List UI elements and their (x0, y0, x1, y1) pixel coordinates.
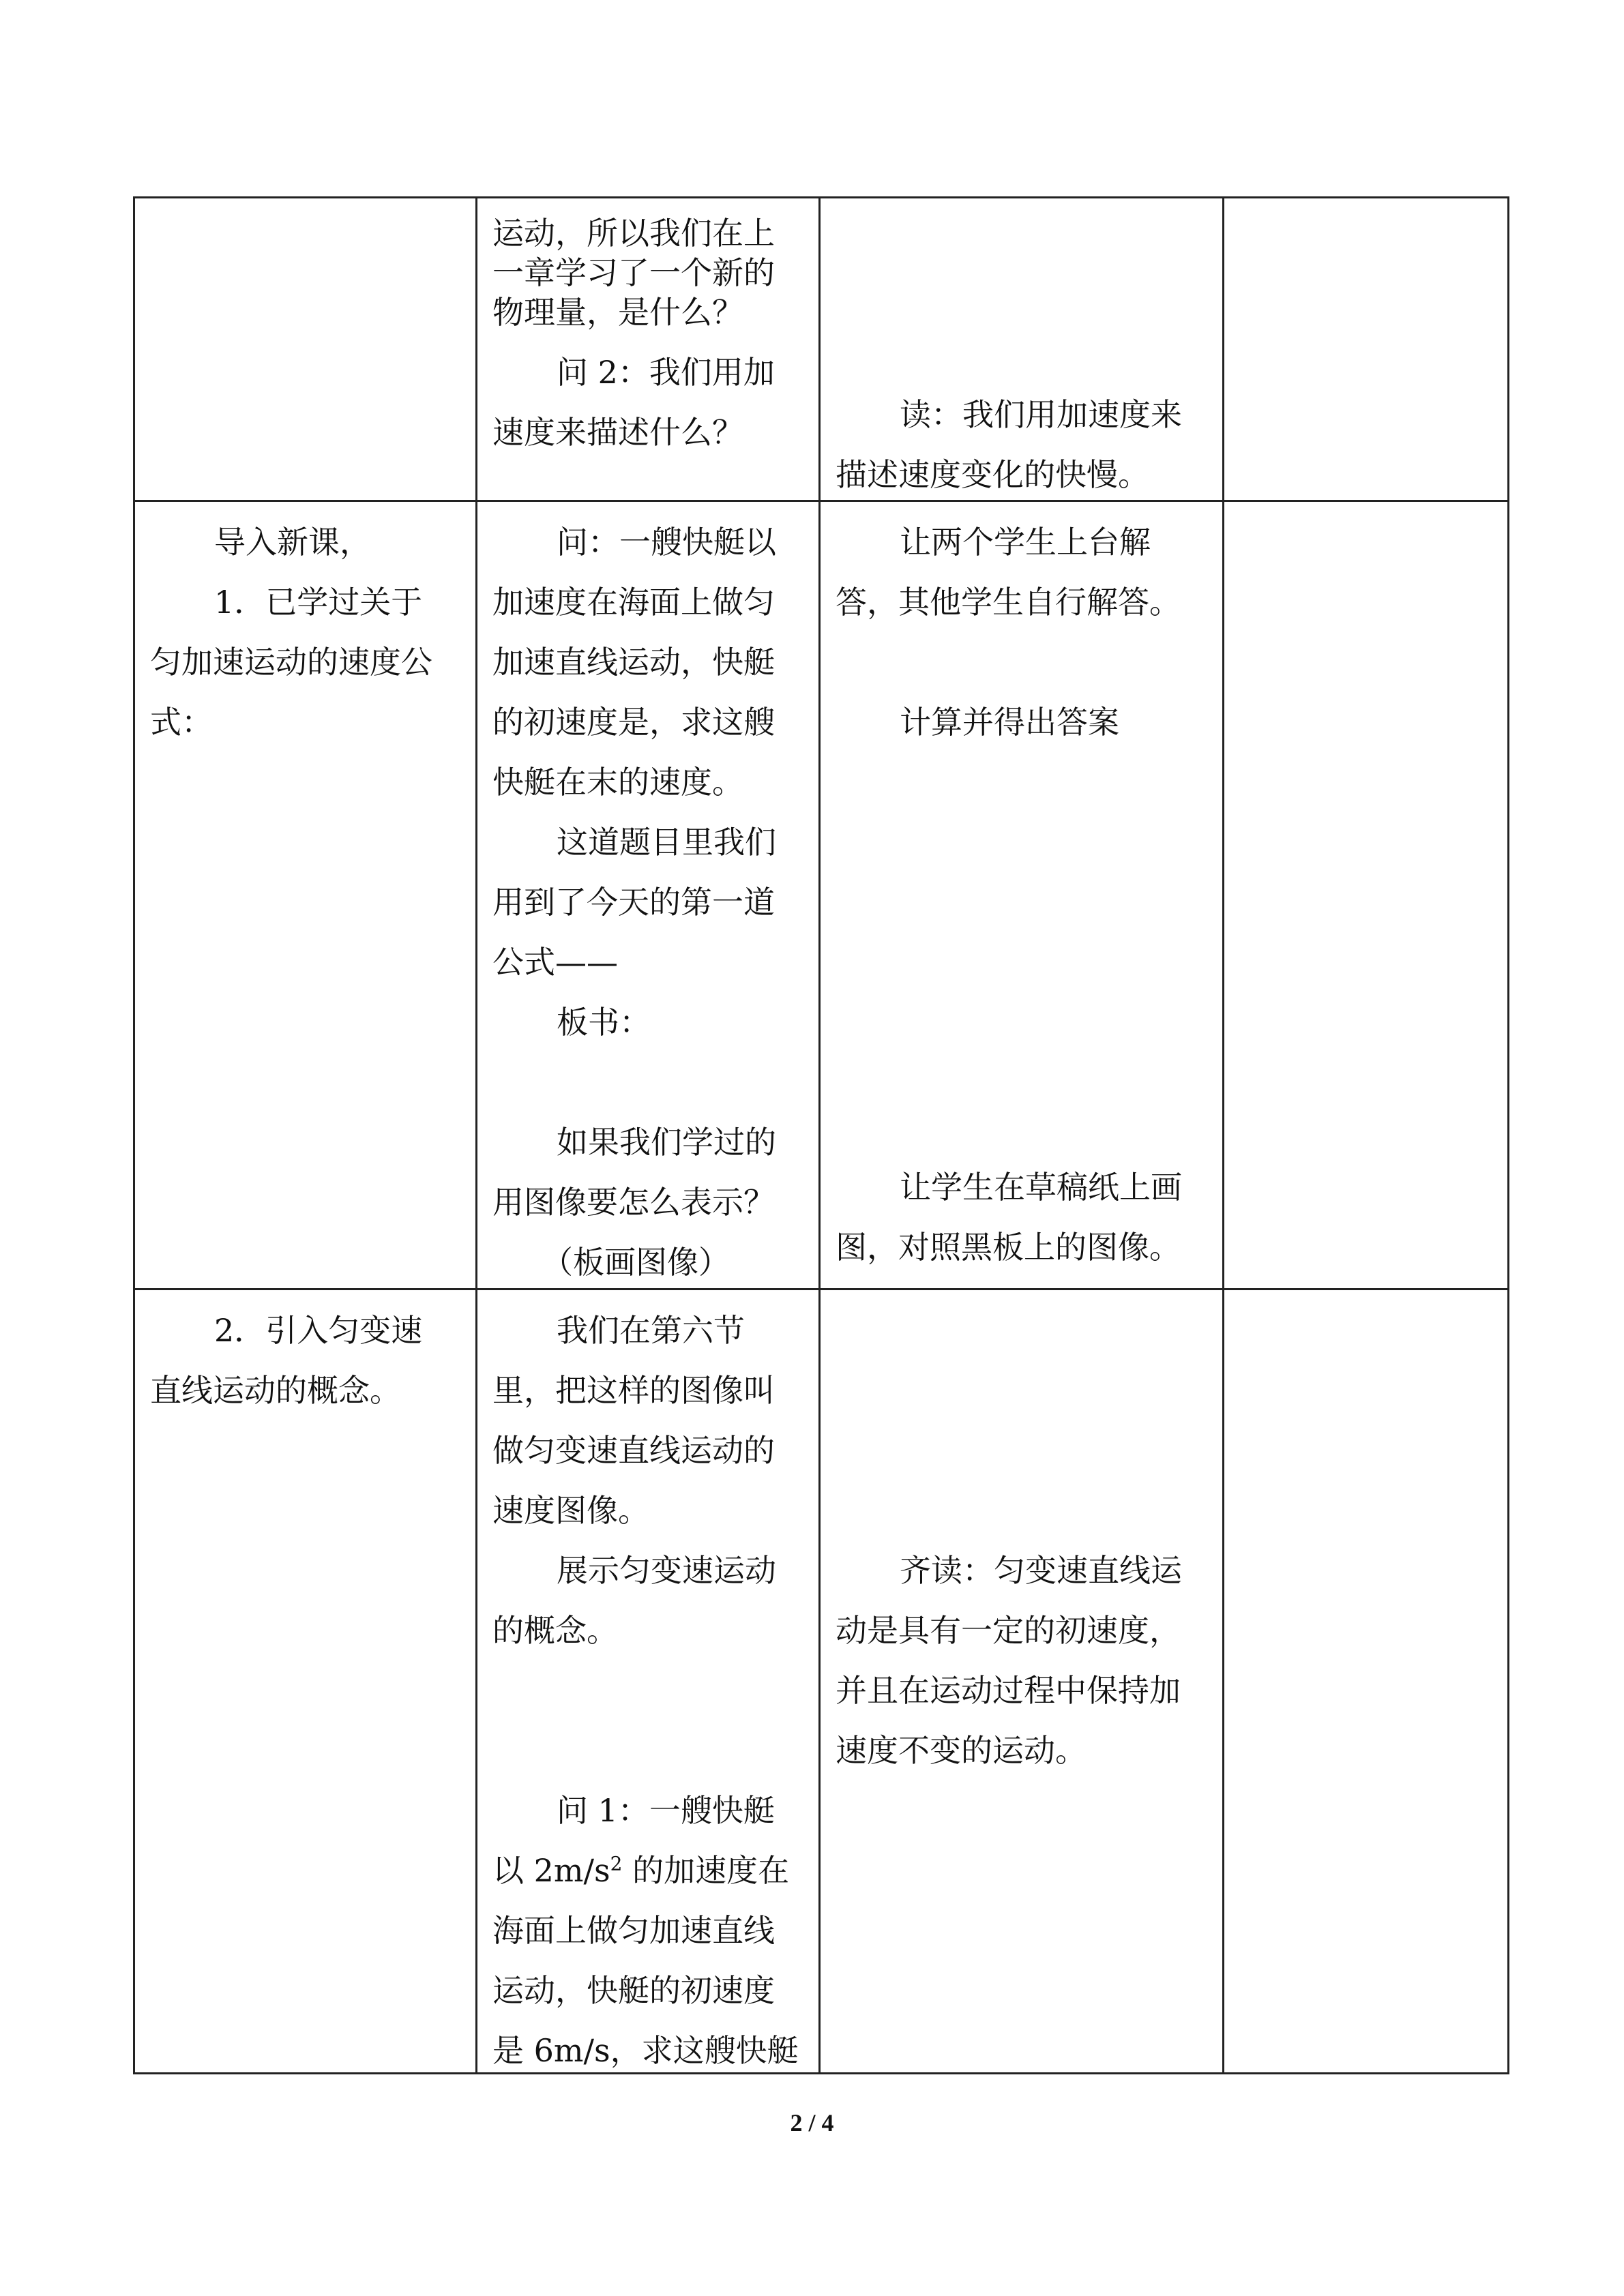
text-line: 里，把这样的图像叫 (492, 1372, 775, 1409)
text-line: 速度来描述什么？ (492, 414, 743, 451)
text-line: 并且在运动过程中保持加 (836, 1672, 1181, 1709)
text-line (492, 1851, 803, 1890)
text-line: 是 6m/s，求这艘快艇 (492, 2032, 799, 2069)
superscript: 2 (610, 1852, 623, 1875)
table-cell-process (134, 198, 477, 501)
text-line: 运动，所以我们在上 (492, 215, 775, 252)
text-line: 计算并得出答案 (900, 704, 1119, 741)
text-line: 用图像要怎么表示？ (492, 1184, 775, 1221)
text-line: 速度图像。 (492, 1492, 649, 1529)
text-line: 问 1：一艘快艇 (557, 1792, 775, 1829)
text-line: 我们在第六节 (557, 1312, 745, 1349)
table-cell-teacher (477, 198, 820, 501)
text-line: 一章学习了一个新的 (492, 254, 775, 291)
text-line: 图，对照黑板上的图像。 (836, 1229, 1181, 1266)
text-line: 快艇在末的速度。 (492, 764, 743, 801)
table-row (134, 198, 1509, 501)
text-line: 描述速度变化的快慢。 (836, 456, 1149, 493)
text-line: 物理量，是什么？ (492, 294, 743, 331)
table-cell-process (134, 1289, 477, 2074)
text-line: 的概念。 (492, 1612, 618, 1649)
table-cell-student (820, 501, 1224, 1289)
lesson-plan-table (133, 196, 1509, 2074)
text-line: 动是具有一定的初速度， (836, 1612, 1181, 1649)
table-cell-process (134, 501, 477, 1289)
text-span: 的加速度在 (622, 1852, 790, 1889)
text-line: 用到了今天的第一道 (492, 884, 775, 921)
text-line: 加速度在海面上做匀 (492, 584, 775, 621)
text-line: （板画图像） (542, 1244, 730, 1281)
table-cell-notes (1224, 501, 1509, 1289)
text-line: 板书： (557, 1004, 651, 1041)
table-cell-teacher (477, 1289, 820, 2074)
text-line: 加速直线运动，快艇 (492, 644, 775, 681)
text-line: 让学生在草稿纸上画 (900, 1169, 1182, 1206)
text-line: 运动，快艇的初速度 (492, 1972, 775, 2009)
text-line: 速度不变的运动。 (836, 1732, 1087, 1769)
table-cell-student (820, 198, 1224, 501)
text-line: 答，其他学生自行解答。 (836, 584, 1181, 621)
table-cell-teacher (477, 501, 820, 1289)
text-line: 问 2：我们用加 (557, 354, 775, 391)
text-line: 让两个学生上台解 (900, 524, 1151, 561)
text-span: 以 2m/s (492, 1852, 610, 1889)
table-row (134, 501, 1509, 1289)
text-line: 问：一艘快艇以 (557, 524, 776, 561)
text-line: 匀加速运动的速度公 (150, 644, 432, 681)
text-line: 海面上做匀加速直线 (492, 1912, 775, 1949)
text-line: 如果我们学过的 (557, 1124, 776, 1161)
table-row (134, 1289, 1509, 2074)
text-line: 1．已学过关于 (214, 584, 423, 621)
text-line: 这道题目里我们 (557, 824, 776, 861)
table-cell-notes (1224, 198, 1509, 501)
text-line: 导入新课， (214, 524, 371, 561)
text-line: 读：我们用加速度来 (900, 396, 1182, 433)
text-line: 公式—— (492, 944, 618, 981)
text-line: 做匀变速直线运动的 (492, 1432, 775, 1469)
page-number: 2 / 4 (790, 2109, 834, 2136)
table-cell-notes (1224, 1289, 1509, 2074)
text-line: 的初速度是，求这艘 (492, 704, 775, 741)
text-line: 直线运动的概念。 (150, 1372, 401, 1409)
table-cell-student (820, 1289, 1224, 2074)
text-line: 2．引入匀变速 (214, 1312, 423, 1349)
text-line: 齐读：匀变速直线运 (900, 1552, 1182, 1589)
text-line: 展示匀变速运动 (557, 1552, 776, 1589)
text-line: 式： (150, 704, 213, 741)
